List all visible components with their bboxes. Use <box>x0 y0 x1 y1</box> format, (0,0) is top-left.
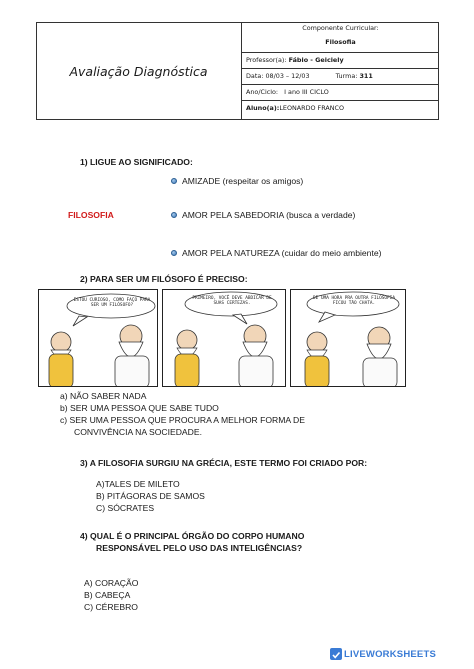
q1-title: 1) LIGUE AO SIGNIFICADO: <box>80 157 193 167</box>
liveworksheets-logo-icon <box>330 648 342 660</box>
comic-bubble-2: PRIMEIRO, VOCÊ DEVE ABDICAR DE SUAS CERTEZAS. <box>192 296 272 306</box>
q2-option-c-cont: CONVIVÊNCIA NA SOCIEDADE. <box>74 427 202 437</box>
watermark: LIVEWORKSHEETS <box>344 649 437 660</box>
q4-option-a: A) CORAÇÃO <box>84 578 139 588</box>
date-row <box>242 72 439 80</box>
q2-option-c: c) SER UMA PESSOA QUE PROCURA A MELHOR FORMA DE <box>60 415 305 425</box>
q1-keyword: FILOSOFIA <box>68 210 114 220</box>
student-name: LEONARDO FRANCO <box>279 104 345 112</box>
comic-panel-3 <box>290 289 406 387</box>
class-value: 311 <box>359 72 373 80</box>
class-label: Turma: <box>335 72 358 80</box>
q3-option-a: A)TALES DE MILETO <box>96 479 180 489</box>
q2-option-a: a) NÃO SABER NADA <box>60 391 147 401</box>
divider <box>242 68 439 69</box>
divider <box>242 100 439 101</box>
comic-bubble-3: DE UMA HORA PRA OUTRA FILOSOFIA FICOU TÃO CHATA. <box>313 296 395 306</box>
match-dot-2[interactable] <box>171 212 177 218</box>
comic-strip <box>38 289 406 389</box>
student-label: Aluno(a): <box>246 104 280 112</box>
liveworksheets-logo-icon-art <box>330 649 342 661</box>
year-row <box>242 88 439 96</box>
comic-panel-1 <box>38 289 158 387</box>
q4-title-line2: RESPONSÁVEL PELO USO DAS INTELIGÊNCIAS? <box>96 543 303 553</box>
divider <box>242 84 439 85</box>
comic-bubble-1: ESTOU CURIOSO, COMO FAÇO PARA SER UM FILÓSOFO? <box>73 298 151 308</box>
date-label: Data: <box>246 72 264 80</box>
teacher-name: Fábio - Geiciely <box>288 56 344 64</box>
q4-title-line1: 4) QUAL É O PRINCIPAL ÓRGÃO DO CORPO HUMANO <box>80 531 305 541</box>
page-title: Avaliação Diagnóstica <box>36 22 242 120</box>
teacher-label: Professor(a): <box>246 56 287 64</box>
component-label: Componente Curricular: <box>302 24 379 32</box>
q3-option-b: B) PITÁGORAS DE SAMOS <box>96 491 205 501</box>
match-dot-1[interactable] <box>171 178 177 184</box>
year-value: I ano III CICLO <box>284 88 329 96</box>
q3-title: 3) A FILOSOFIA SURGIU NA GRÉCIA, ESTE TERMO FOI CRIADO POR: <box>80 458 368 468</box>
student-row <box>242 104 439 112</box>
q4-option-c: C) CÉREBRO <box>84 602 138 612</box>
divider <box>242 52 439 53</box>
q2-option-b: b) SER UMA PESSOA QUE SABE TUDO <box>60 403 219 413</box>
teacher-row <box>242 56 439 64</box>
q1-option-3: AMOR PELA NATUREZA (cuidar do meio ambiente) <box>182 248 382 258</box>
year-label: Ano/Ciclo: <box>246 88 279 96</box>
q1-option-1: AMIZADE (respeitar os amigos) <box>182 176 304 186</box>
date-value: 08/03 – 12/03 <box>265 72 310 80</box>
q4-option-b: B) CABEÇA <box>84 590 131 600</box>
match-dot-3[interactable] <box>171 250 177 256</box>
comic-panel-2 <box>162 289 286 387</box>
q2-title: 2) PARA SER UM FILÓSOFO É PRECISO: <box>80 274 248 284</box>
subject: Filosofia <box>325 38 356 46</box>
q3-option-c: C) SÓCRATES <box>96 503 155 513</box>
q1-option-2: AMOR PELA SABEDORIA (busca a verdade) <box>182 210 356 220</box>
